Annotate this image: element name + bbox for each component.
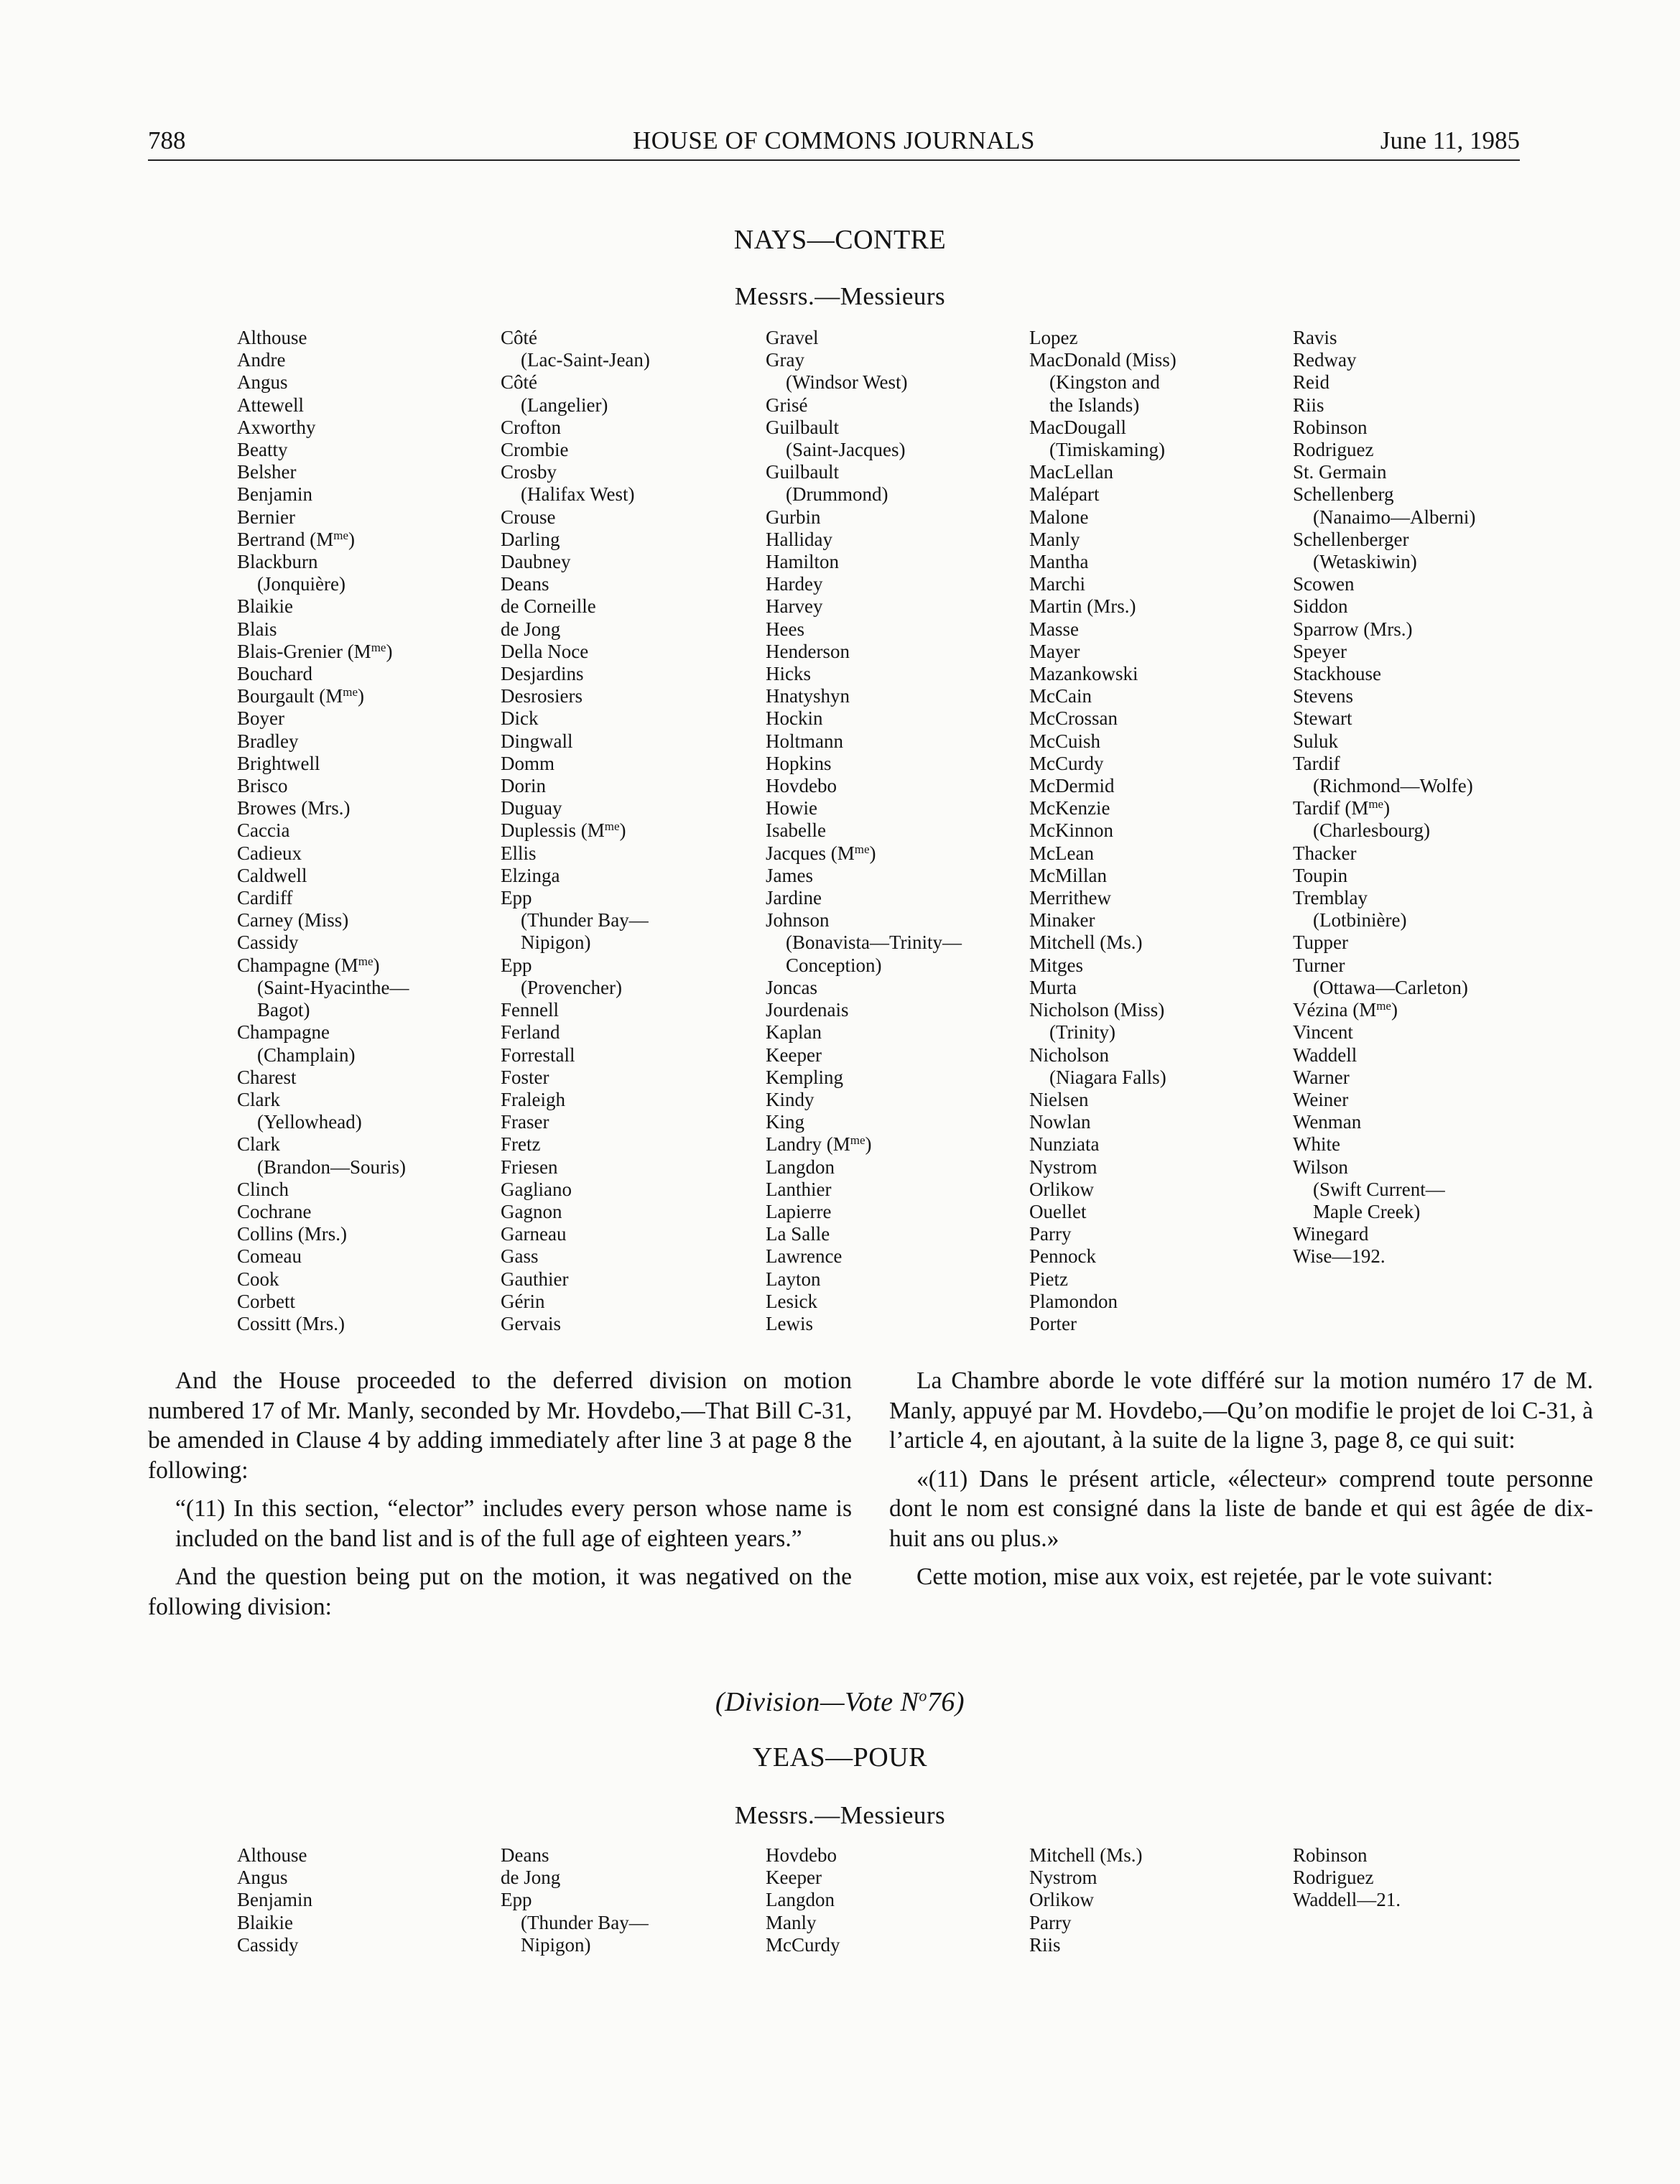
member-name: Keeper bbox=[766, 1044, 822, 1066]
member-name: Mazankowski bbox=[1029, 663, 1138, 685]
member-riding: (Saint-Hyacinthe— bbox=[257, 976, 409, 998]
member-name: Darling bbox=[501, 528, 560, 550]
member-riding: (Yellowhead) bbox=[257, 1111, 362, 1133]
english-paragraph-motion: And the House proceeded to the deferred division on motion numbered 17 of Mr. Manly, seconded by Mr. Hovdebo,—That Bill C-31, be amended in Clause 4 by adding immediately after line 3 at page 8 the following: bbox=[148, 1367, 852, 1484]
member-name: Gravel bbox=[766, 327, 819, 348]
yeas-subheading: Messrs.—Messieurs bbox=[734, 1801, 946, 1829]
member-riding: (Lac-Saint-Jean) bbox=[521, 349, 650, 371]
member-name: Wilson bbox=[1293, 1156, 1348, 1178]
member-name: Angus bbox=[237, 371, 288, 394]
member-name: White bbox=[1293, 1133, 1340, 1156]
member-name: Dick bbox=[501, 707, 539, 730]
member-name: Weiner bbox=[1293, 1088, 1349, 1110]
member-riding: (Swift Current— bbox=[1313, 1178, 1445, 1200]
member-name: Layton bbox=[766, 1268, 821, 1290]
member-name: Tremblay bbox=[1293, 887, 1368, 909]
member-name: Hockin bbox=[766, 707, 823, 730]
member-name: Gervais bbox=[501, 1312, 561, 1334]
member-name: Bourgault $(M^{me})$ bbox=[237, 685, 365, 707]
member-name: Epp bbox=[501, 954, 532, 976]
member-name: McCurdy bbox=[766, 1933, 840, 1956]
member-riding: (Bonavista—Trinity— bbox=[786, 931, 962, 954]
member-name: Jourdenais bbox=[766, 999, 849, 1021]
member-name: Winegard bbox=[1293, 1223, 1369, 1245]
member-name: Nunziata bbox=[1029, 1133, 1100, 1156]
member-name: Carney (Miss) bbox=[237, 909, 349, 931]
member-name: Hnatyshyn bbox=[766, 685, 850, 707]
member-name: James bbox=[766, 864, 813, 886]
member-name: Minaker bbox=[1029, 909, 1095, 931]
member-name: Stewart bbox=[1293, 707, 1352, 730]
member-name: Merrithew bbox=[1029, 887, 1111, 909]
nays-column-2 bbox=[501, 327, 759, 1335]
member-name: Beatty bbox=[237, 439, 288, 461]
member-riding: the Islands) bbox=[1049, 394, 1140, 416]
member-name: Charest bbox=[237, 1066, 297, 1088]
member-riding: (Halifax West) bbox=[521, 483, 635, 506]
yeas-column-4 bbox=[1029, 1844, 1288, 1956]
member-riding: (Wetaskiwin) bbox=[1313, 551, 1417, 573]
member-name: Domm bbox=[501, 752, 555, 774]
member-name: Stackhouse bbox=[1293, 663, 1381, 685]
division-label-end: 76) bbox=[927, 1687, 965, 1717]
member-name: Robinson bbox=[1293, 416, 1368, 438]
member-name: Angus bbox=[237, 1867, 288, 1889]
member-name: Comeau bbox=[237, 1245, 302, 1268]
member-name: Robinson bbox=[1293, 1844, 1368, 1866]
yeas-column-5 bbox=[1293, 1844, 1551, 1912]
member-name: Hicks bbox=[766, 663, 811, 685]
nays-heading: NAYS—CONTRE bbox=[733, 225, 947, 255]
member-name: Grisé bbox=[766, 394, 808, 416]
member-name: Malépart bbox=[1029, 483, 1100, 506]
member-name: Mayer bbox=[1029, 640, 1080, 662]
member-riding: (Drummond) bbox=[786, 483, 888, 506]
member-name: Crofton bbox=[501, 416, 561, 438]
member-name: McKenzie bbox=[1029, 797, 1110, 819]
member-name: Langdon bbox=[766, 1889, 835, 1911]
member-name: Waddell—21. bbox=[1293, 1889, 1401, 1911]
member-riding: (Kingston and bbox=[1049, 371, 1160, 394]
member-name: Althouse bbox=[237, 327, 307, 348]
french-paragraph-question: Cette motion, mise aux voix, est rejetée, par le vote suivant: bbox=[916, 1563, 1493, 1590]
member-riding: (Nanaimo—Alberni) bbox=[1313, 506, 1476, 528]
member-name: Bertrand $(M^{me})$ bbox=[237, 528, 355, 550]
member-name: Bradley bbox=[237, 730, 299, 752]
member-name: Hees bbox=[766, 618, 804, 640]
member-name: Malone bbox=[1029, 506, 1089, 528]
member-name: Dingwall bbox=[501, 730, 573, 752]
member-name: Fennell bbox=[501, 999, 559, 1021]
member-name: Nicholson (Miss) bbox=[1029, 999, 1165, 1021]
member-name: Jacques $(M^{me})$ bbox=[766, 842, 876, 864]
member-name: Champagne $(M^{me})$ bbox=[237, 954, 380, 976]
member-name: Martin (Mrs.) bbox=[1029, 595, 1136, 618]
member-name: Ferland bbox=[501, 1021, 560, 1044]
member-riding: (Charlesbourg) bbox=[1313, 819, 1430, 842]
member-name: Blaikie bbox=[237, 595, 293, 618]
member-name: Lawrence bbox=[766, 1245, 843, 1268]
member-name: Kaplan bbox=[766, 1021, 822, 1044]
member-riding: (Trinity) bbox=[1049, 1021, 1116, 1044]
member-name: Riis bbox=[1293, 394, 1324, 416]
member-name: Masse bbox=[1029, 618, 1079, 640]
member-riding: (Provencher) bbox=[521, 976, 622, 998]
member-name: Nowlan bbox=[1029, 1111, 1091, 1133]
member-name: Cassidy bbox=[237, 1933, 299, 1956]
member-name: Corbett bbox=[237, 1290, 295, 1312]
member-name: Holtmann bbox=[766, 730, 843, 752]
member-name: Desjardins bbox=[501, 663, 584, 685]
member-name: Joncas bbox=[766, 976, 817, 998]
member-name: Orlikow bbox=[1029, 1178, 1094, 1200]
member-name: Tardif bbox=[1293, 752, 1340, 774]
member-name: Côté bbox=[501, 371, 537, 394]
member-name: Hardey bbox=[766, 573, 823, 595]
member-name: Gray bbox=[766, 349, 804, 371]
member-name: MacDonald (Miss) bbox=[1029, 349, 1177, 371]
member-riding: Nipigon) bbox=[521, 931, 591, 954]
member-name: Cassidy bbox=[237, 931, 299, 954]
member-riding: Nipigon) bbox=[521, 1933, 591, 1956]
member-name: McDermid bbox=[1029, 775, 1115, 797]
member-name: Elzinga bbox=[501, 864, 560, 886]
member-name: Guilbault bbox=[766, 416, 839, 438]
member-name: Henderson bbox=[766, 640, 850, 662]
member-riding: (Niagara Falls) bbox=[1049, 1066, 1166, 1088]
member-name: Brisco bbox=[237, 775, 288, 797]
member-name: McKinnon bbox=[1029, 819, 1113, 842]
member-name: Scowen bbox=[1293, 573, 1355, 595]
member-name: Blackburn bbox=[237, 551, 318, 573]
member-name: Blais-Grenier $(M^{me})$ bbox=[237, 640, 393, 662]
member-name: King bbox=[766, 1111, 804, 1133]
member-name: Nystrom bbox=[1029, 1156, 1097, 1178]
french-paragraph-motion: La Chambre aborde le vote différé sur la motion numéro 17 de M. Manly, appuyé par M. Hovdebo,—Qu’on modifie le projet de loi C-31, à l’article 4, en ajoutant, à la suite de la ligne 3, page 8, ce qui suit: bbox=[889, 1367, 1593, 1454]
member-name: Lanthier bbox=[766, 1178, 832, 1200]
nays-column-3 bbox=[766, 327, 1024, 1335]
member-name: McCain bbox=[1029, 685, 1092, 707]
member-riding: (Ottawa—Carleton) bbox=[1313, 976, 1468, 998]
member-name: Kempling bbox=[766, 1066, 843, 1088]
member-name: de Jong bbox=[501, 618, 561, 640]
member-name: de Jong bbox=[501, 1867, 561, 1889]
member-name: Siddon bbox=[1293, 595, 1348, 618]
member-name: Waddell bbox=[1293, 1044, 1358, 1066]
nays-column-1 bbox=[237, 327, 496, 1335]
journal-title: HOUSE OF COMMONS JOURNALS bbox=[633, 126, 1035, 154]
member-riding: Maple Creek) bbox=[1313, 1200, 1421, 1222]
member-name: Rodriguez bbox=[1293, 1867, 1374, 1889]
member-name: Blaikie bbox=[237, 1911, 293, 1933]
member-name: Clark bbox=[237, 1088, 280, 1110]
member-name: Isabelle bbox=[766, 819, 826, 842]
member-name: McCurdy bbox=[1029, 752, 1104, 774]
member-name: Deans bbox=[501, 573, 549, 595]
member-name: Dorin bbox=[501, 775, 546, 797]
yeas-column-1 bbox=[237, 1844, 496, 1956]
nays-column-5 bbox=[1293, 327, 1551, 1268]
yeas-heading: YEAS—POUR bbox=[752, 1742, 928, 1772]
member-riding: (Brandon—Souris) bbox=[257, 1156, 406, 1178]
member-name: Mitges bbox=[1029, 954, 1084, 976]
member-name: Caldwell bbox=[237, 864, 307, 886]
member-name: Schellenberg bbox=[1293, 483, 1394, 506]
yeas-column-3 bbox=[766, 1844, 1024, 1956]
member-name: Lesick bbox=[766, 1290, 817, 1312]
member-name: Daubney bbox=[501, 551, 571, 573]
member-name: Nielsen bbox=[1029, 1088, 1089, 1110]
member-name: Fraleigh bbox=[501, 1088, 565, 1110]
member-name: Speyer bbox=[1293, 640, 1347, 662]
division-label-superscript: o bbox=[919, 1686, 927, 1705]
member-name: Reid bbox=[1293, 371, 1329, 394]
member-name: McMillan bbox=[1029, 864, 1107, 886]
member-name: Manly bbox=[1029, 528, 1080, 550]
member-name: Rodriguez bbox=[1293, 439, 1374, 461]
member-name: Mitchell (Ms.) bbox=[1029, 931, 1143, 954]
member-name: McCuish bbox=[1029, 730, 1101, 752]
member-name: Gagnon bbox=[501, 1200, 562, 1222]
member-name: Browes (Mrs.) bbox=[237, 797, 351, 819]
member-name: Howie bbox=[766, 797, 817, 819]
member-name: Guilbault bbox=[766, 461, 839, 483]
member-name: Manly bbox=[766, 1911, 817, 1933]
member-name: Hovdebo bbox=[766, 1844, 837, 1866]
member-name: Belsher bbox=[237, 461, 297, 483]
member-name: Johnson bbox=[766, 909, 830, 931]
member-name: Attewell bbox=[237, 394, 304, 416]
member-name: Tardif $(M^{me})$ bbox=[1293, 797, 1391, 819]
member-name: Riis bbox=[1029, 1933, 1061, 1956]
member-riding: (Lotbinière) bbox=[1313, 909, 1407, 931]
member-riding: (Langelier) bbox=[521, 394, 608, 416]
member-name: Duplessis $(M^{me})$ bbox=[501, 819, 626, 842]
member-name: MacDougall bbox=[1029, 416, 1126, 438]
member-name: Thacker bbox=[1293, 842, 1357, 864]
member-name: Ellis bbox=[501, 842, 537, 864]
nays-column-4 bbox=[1029, 327, 1288, 1335]
member-name: Wenman bbox=[1293, 1111, 1362, 1133]
member-riding: (Jonquière) bbox=[257, 573, 345, 595]
member-name: Mantha bbox=[1029, 551, 1089, 573]
member-name: Garneau bbox=[501, 1223, 567, 1245]
member-riding: (Thunder Bay— bbox=[521, 1911, 649, 1933]
member-riding: (Timiskaming) bbox=[1049, 439, 1166, 461]
member-name: Toupin bbox=[1293, 864, 1348, 886]
member-name: Crouse bbox=[501, 506, 556, 528]
member-name: Lapierre bbox=[766, 1200, 832, 1222]
member-name: Jardine bbox=[766, 887, 822, 909]
member-name: Cochrane bbox=[237, 1200, 312, 1222]
member-name: Duguay bbox=[501, 797, 562, 819]
member-name: Fretz bbox=[501, 1133, 541, 1156]
french-text bbox=[889, 1366, 1593, 1592]
member-name: Pennock bbox=[1029, 1245, 1096, 1268]
member-name: Murta bbox=[1029, 976, 1077, 998]
member-name: Ouellet bbox=[1029, 1200, 1087, 1222]
english-text bbox=[148, 1366, 852, 1622]
member-name: Boyer bbox=[237, 707, 284, 730]
member-riding: (Saint-Jacques) bbox=[786, 439, 906, 461]
member-name: Kindy bbox=[766, 1088, 815, 1110]
member-name: Bernier bbox=[237, 506, 295, 528]
member-name: Brightwell bbox=[237, 752, 320, 774]
member-name: Marchi bbox=[1029, 573, 1085, 595]
member-name: Gérin bbox=[501, 1290, 545, 1312]
running-head bbox=[148, 122, 1520, 161]
member-name: Sparrow (Mrs.) bbox=[1293, 618, 1413, 640]
member-riding: Conception) bbox=[786, 954, 882, 976]
member-name: MacLellan bbox=[1029, 461, 1113, 483]
member-name: Vézina $(M^{me})$ bbox=[1293, 999, 1398, 1021]
member-name: Gauthier bbox=[501, 1268, 569, 1290]
member-name: Forrestall bbox=[501, 1044, 575, 1066]
member-name: Parry bbox=[1029, 1223, 1072, 1245]
member-name: Champagne bbox=[237, 1021, 330, 1044]
member-name: Nicholson bbox=[1029, 1044, 1109, 1066]
member-name: Cossitt (Mrs.) bbox=[237, 1312, 345, 1334]
division-label-start: (Division—Vote N bbox=[715, 1687, 919, 1717]
member-name: Gass bbox=[501, 1245, 539, 1268]
french-quoted-amendment: «(11) Dans le présent article, «électeur» comprend toute personne dont le nom est consigné dans la liste de bande et qui est âgée de dix-huit ans ou plus.» bbox=[889, 1465, 1593, 1552]
member-name: Suluk bbox=[1293, 730, 1339, 752]
member-name: Crosby bbox=[501, 461, 557, 483]
member-name: Althouse bbox=[237, 1844, 307, 1866]
member-name: Parry bbox=[1029, 1911, 1072, 1933]
member-name: Gurbin bbox=[766, 506, 821, 528]
member-name: Hovdebo bbox=[766, 775, 837, 797]
member-name: de Corneille bbox=[501, 595, 596, 618]
member-name: Redway bbox=[1293, 349, 1357, 371]
member-name: McCrossan bbox=[1029, 707, 1118, 730]
member-name: Epp bbox=[501, 887, 532, 909]
member-name: Clinch bbox=[237, 1178, 289, 1200]
member-name: Harvey bbox=[766, 595, 823, 618]
member-name: Langdon bbox=[766, 1156, 835, 1178]
member-name: Benjamin bbox=[237, 1889, 312, 1911]
member-name: Landry $(M^{me})$ bbox=[766, 1133, 872, 1156]
member-name: Blais bbox=[237, 618, 277, 640]
page-date: June 11, 1985 bbox=[1380, 126, 1520, 154]
member-name: Plamondon bbox=[1029, 1290, 1118, 1312]
member-name: Schellenberger bbox=[1293, 528, 1409, 550]
member-name: Lopez bbox=[1029, 327, 1078, 348]
member-name: Fraser bbox=[501, 1111, 549, 1133]
member-name: Stevens bbox=[1293, 685, 1353, 707]
member-name: Warner bbox=[1293, 1066, 1350, 1088]
member-name: Della Noce bbox=[501, 640, 589, 662]
member-name: Halliday bbox=[766, 528, 832, 550]
member-name: Gagliano bbox=[501, 1178, 572, 1200]
member-name: Axworthy bbox=[237, 416, 316, 438]
member-name: Cook bbox=[237, 1268, 279, 1290]
member-name: Mitchell (Ms.) bbox=[1029, 1844, 1143, 1866]
member-riding: (Windsor West) bbox=[786, 371, 908, 394]
member-riding: (Thunder Bay— bbox=[521, 909, 649, 931]
member-name: Epp bbox=[501, 1889, 532, 1911]
member-name: Bouchard bbox=[237, 663, 312, 685]
member-name: McLean bbox=[1029, 842, 1094, 864]
member-name: Crombie bbox=[501, 439, 569, 461]
member-name: Hopkins bbox=[766, 752, 832, 774]
member-name: Lewis bbox=[766, 1312, 813, 1334]
member-name: Desrosiers bbox=[501, 685, 583, 707]
member-name: Caccia bbox=[237, 819, 290, 842]
member-name: Hamilton bbox=[766, 551, 839, 573]
member-name: Côté bbox=[501, 327, 537, 348]
member-name: Foster bbox=[501, 1066, 549, 1088]
member-name: Pietz bbox=[1029, 1268, 1068, 1290]
member-name: Porter bbox=[1029, 1312, 1077, 1334]
page-number: 788 bbox=[148, 126, 186, 154]
member-name: Collins (Mrs.) bbox=[237, 1223, 348, 1245]
member-name: Nystrom bbox=[1029, 1867, 1097, 1889]
member-name: St. Germain bbox=[1293, 461, 1387, 483]
member-name: Orlikow bbox=[1029, 1889, 1094, 1911]
member-name: Deans bbox=[501, 1844, 549, 1866]
member-name: Friesen bbox=[501, 1156, 558, 1178]
member-name: Ravis bbox=[1293, 327, 1337, 348]
member-name: Cardiff bbox=[237, 887, 293, 909]
nays-subheading: Messrs.—Messieurs bbox=[734, 282, 946, 310]
member-name: Andre bbox=[237, 349, 286, 371]
division-label bbox=[0, 1686, 1680, 1718]
member-name: Tupper bbox=[1293, 931, 1349, 954]
member-name: Vincent bbox=[1293, 1021, 1353, 1044]
member-name: Wise—192. bbox=[1293, 1245, 1386, 1268]
member-riding: (Richmond—Wolfe) bbox=[1313, 775, 1473, 797]
member-name: Cadieux bbox=[237, 842, 302, 864]
member-name: Keeper bbox=[766, 1867, 822, 1889]
member-riding: (Champlain) bbox=[257, 1044, 356, 1066]
yeas-column-2 bbox=[501, 1844, 759, 1956]
english-paragraph-question: And the question being put on the motion, it was negatived on the following division: bbox=[148, 1563, 852, 1620]
member-name: Turner bbox=[1293, 954, 1345, 976]
member-name: La Salle bbox=[766, 1223, 830, 1245]
english-quoted-amendment: “(11) In this section, “elector” includes every person whose name is included on the band list and is of the full age of eighteen years.” bbox=[175, 1495, 852, 1552]
member-riding: Bagot) bbox=[257, 999, 310, 1021]
member-name: Benjamin bbox=[237, 483, 312, 506]
member-name: Clark bbox=[237, 1133, 280, 1156]
